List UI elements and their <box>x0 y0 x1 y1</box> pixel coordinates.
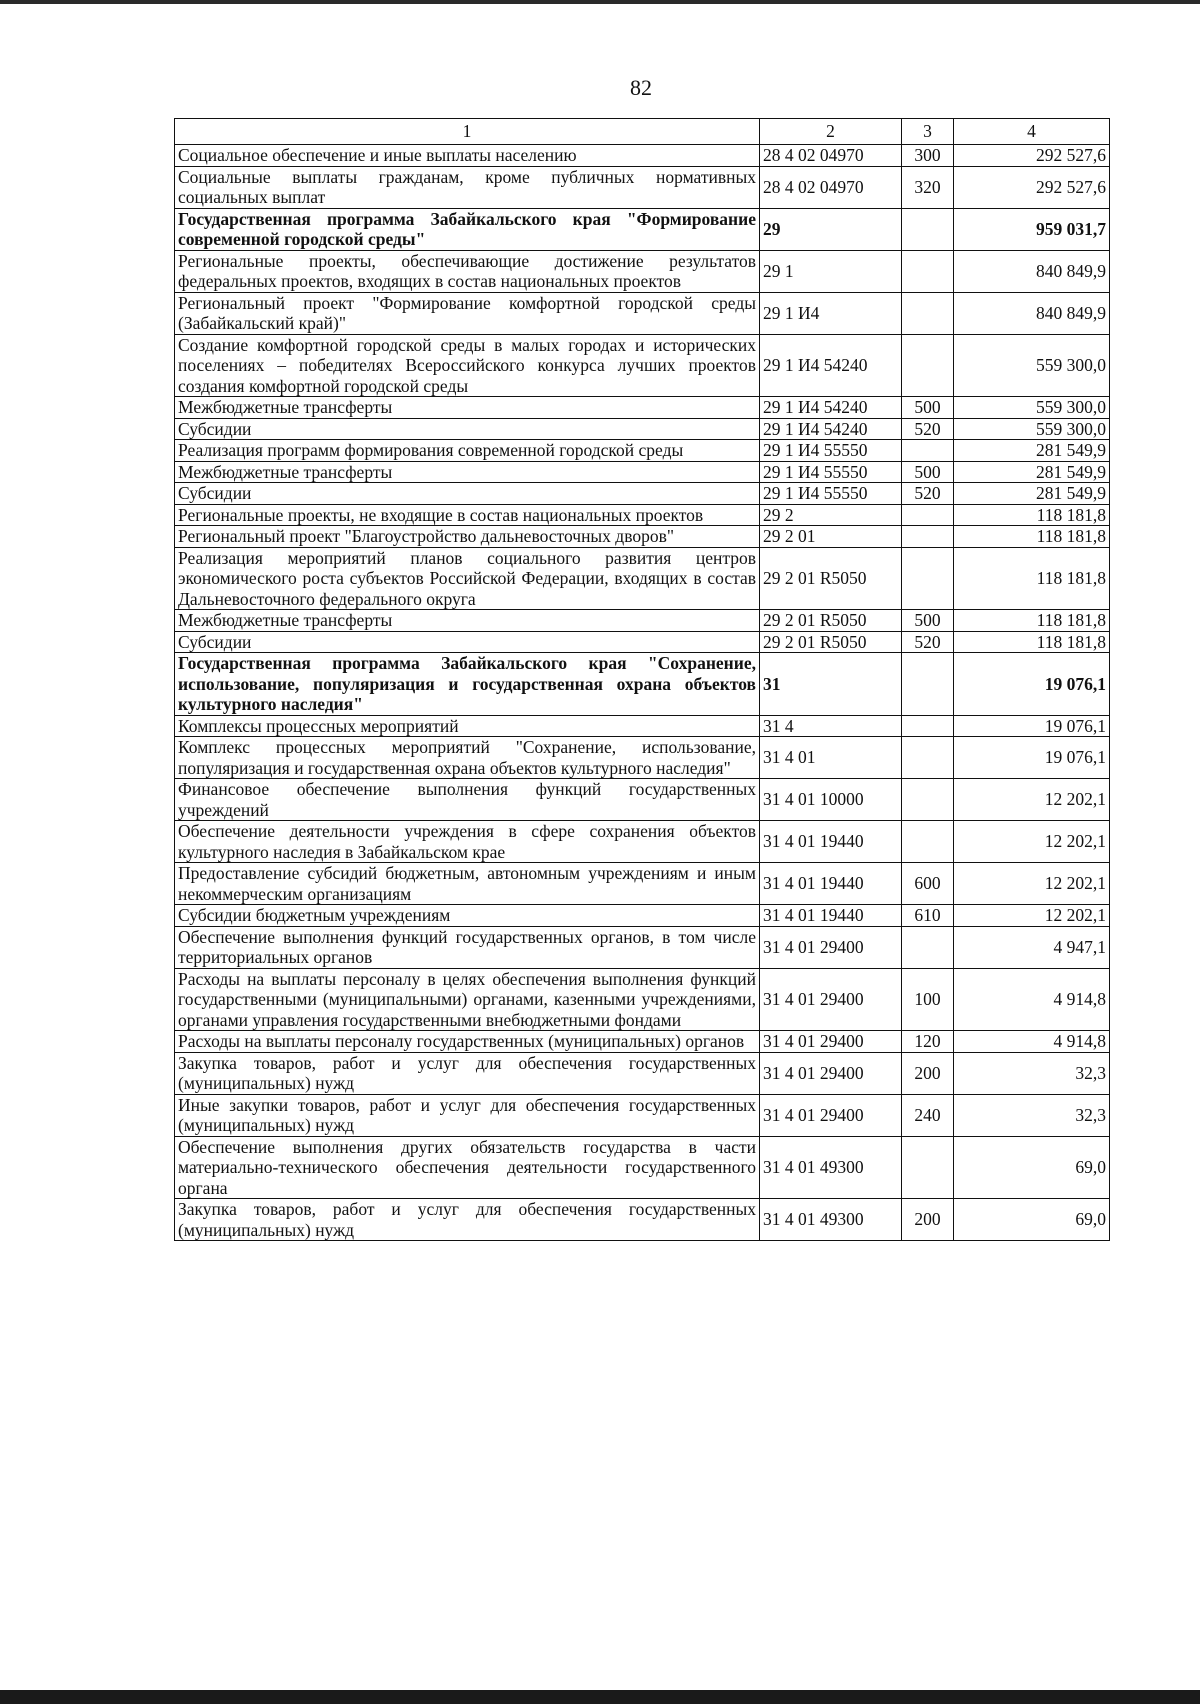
header-col-2: 2 <box>760 119 902 145</box>
row-expense-type <box>902 926 954 968</box>
row-expense-type: 610 <box>902 905 954 927</box>
row-name: Региональный проект "Формирование комфортной городской среды (Забайкальский край)" <box>175 292 760 334</box>
row-expense-type: 520 <box>902 631 954 653</box>
row-expense-type: 500 <box>902 610 954 632</box>
row-name: Субсидии <box>175 483 760 505</box>
table-row <box>175 905 1110 927</box>
table-row <box>175 547 1110 610</box>
row-name: Обеспечение выполнения других обязательств государства в части материально-технического обеспечения деятельности государственного органа <box>175 1136 760 1199</box>
row-code: 29 2 01 <box>760 526 902 548</box>
row-name: Расходы на выплаты персоналу в целях обеспечения выполнения функций государственными (муниципальными) органами, казенными учреждениями, органами управления государственными внебюджетными фондами <box>175 968 760 1031</box>
row-code: 29 1 И4 54240 <box>760 334 902 397</box>
row-code: 31 4 01 29400 <box>760 1031 902 1053</box>
row-code: 31 4 01 19440 <box>760 821 902 863</box>
row-expense-type <box>902 547 954 610</box>
row-amount: 4 914,8 <box>954 968 1110 1031</box>
row-expense-type <box>902 779 954 821</box>
row-amount: 118 181,8 <box>954 504 1110 526</box>
table-row <box>175 504 1110 526</box>
row-expense-type <box>902 1136 954 1199</box>
row-name: Комплексы процессных мероприятий <box>175 715 760 737</box>
row-amount: 118 181,8 <box>954 631 1110 653</box>
row-name: Субсидии <box>175 418 760 440</box>
row-amount: 4 914,8 <box>954 1031 1110 1053</box>
table-row <box>175 779 1110 821</box>
row-code: 31 4 01 29400 <box>760 926 902 968</box>
row-expense-type <box>902 653 954 716</box>
table-row <box>175 292 1110 334</box>
header-col-1: 1 <box>175 119 760 145</box>
row-amount: 12 202,1 <box>954 905 1110 927</box>
row-code: 31 <box>760 653 902 716</box>
row-amount: 292 527,6 <box>954 166 1110 208</box>
row-code: 29 1 И4 54240 <box>760 418 902 440</box>
table-row <box>175 863 1110 905</box>
table-header-row <box>175 119 1110 145</box>
row-expense-type: 120 <box>902 1031 954 1053</box>
row-code: 28 4 02 04970 <box>760 145 902 167</box>
row-amount: 959 031,7 <box>954 208 1110 250</box>
row-amount: 32,3 <box>954 1094 1110 1136</box>
row-code: 29 2 01 R5050 <box>760 631 902 653</box>
row-code: 29 <box>760 208 902 250</box>
table-row <box>175 526 1110 548</box>
row-code: 31 4 01 29400 <box>760 1052 902 1094</box>
row-amount: 559 300,0 <box>954 397 1110 419</box>
row-amount: 559 300,0 <box>954 418 1110 440</box>
row-name: Закупка товаров, работ и услуг для обеспечения государственных (муниципальных) нужд <box>175 1052 760 1094</box>
row-expense-type: 100 <box>902 968 954 1031</box>
scan-bottom-edge <box>0 1690 1200 1704</box>
row-amount: 559 300,0 <box>954 334 1110 397</box>
row-expense-type <box>902 715 954 737</box>
table-row <box>175 440 1110 462</box>
row-expense-type <box>902 292 954 334</box>
row-code: 29 1 И4 55550 <box>760 440 902 462</box>
table-row <box>175 250 1110 292</box>
header-col-4: 4 <box>954 119 1110 145</box>
table-row <box>175 1199 1110 1241</box>
row-name: Расходы на выплаты персоналу государственных (муниципальных) органов <box>175 1031 760 1053</box>
row-expense-type <box>902 526 954 548</box>
row-code: 31 4 01 19440 <box>760 863 902 905</box>
row-name: Межбюджетные трансферты <box>175 461 760 483</box>
row-code: 31 4 01 49300 <box>760 1199 902 1241</box>
row-expense-type: 200 <box>902 1052 954 1094</box>
row-name: Межбюджетные трансферты <box>175 610 760 632</box>
row-expense-type <box>902 504 954 526</box>
row-name: Предоставление субсидий бюджетным, автономным учреждениям и иным некоммерческим организациям <box>175 863 760 905</box>
row-code: 31 4 01 29400 <box>760 968 902 1031</box>
table-row <box>175 1094 1110 1136</box>
table-row <box>175 715 1110 737</box>
row-amount: 12 202,1 <box>954 821 1110 863</box>
table-row <box>175 1136 1110 1199</box>
row-code: 29 2 01 R5050 <box>760 610 902 632</box>
page-number: 82 <box>630 75 652 100</box>
row-amount: 19 076,1 <box>954 737 1110 779</box>
row-amount: 12 202,1 <box>954 779 1110 821</box>
row-expense-type: 500 <box>902 461 954 483</box>
row-name: Субсидии бюджетным учреждениям <box>175 905 760 927</box>
row-name: Обеспечение выполнения функций государственных органов, в том числе территориальных органов <box>175 926 760 968</box>
row-amount: 32,3 <box>954 1052 1110 1094</box>
table-row <box>175 208 1110 250</box>
row-amount: 12 202,1 <box>954 863 1110 905</box>
row-expense-type <box>902 208 954 250</box>
table-row <box>175 821 1110 863</box>
row-name: Реализация мероприятий планов социального развития центров экономического роста субъектов Российской Федерации, входящих в состав Дальневосточного федерального округа <box>175 547 760 610</box>
row-amount: 19 076,1 <box>954 715 1110 737</box>
row-amount: 69,0 <box>954 1136 1110 1199</box>
row-expense-type: 200 <box>902 1199 954 1241</box>
table-row <box>175 631 1110 653</box>
row-name: Региональные проекты, обеспечивающие достижение результатов федеральных проектов, входящих в состав национальных проектов <box>175 250 760 292</box>
row-code: 31 4 01 49300 <box>760 1136 902 1199</box>
row-name: Социальные выплаты гражданам, кроме публичных нормативных социальных выплат <box>175 166 760 208</box>
row-expense-type: 240 <box>902 1094 954 1136</box>
row-amount: 281 549,9 <box>954 440 1110 462</box>
table-row <box>175 610 1110 632</box>
row-amount: 292 527,6 <box>954 145 1110 167</box>
row-expense-type: 500 <box>902 397 954 419</box>
row-amount: 281 549,9 <box>954 483 1110 505</box>
row-name: Государственная программа Забайкальского края "Сохранение, использование, популяризация и государственная охрана объектов культурного наследия" <box>175 653 760 716</box>
row-name: Комплекс процессных мероприятий "Сохранение, использование, популяризация и государственная охрана объектов культурного наследия" <box>175 737 760 779</box>
row-amount: 4 947,1 <box>954 926 1110 968</box>
table-row <box>175 653 1110 716</box>
row-code: 29 1 И4 55550 <box>760 483 902 505</box>
row-name: Региональные проекты, не входящие в состав национальных проектов <box>175 504 760 526</box>
row-code: 29 1 И4 <box>760 292 902 334</box>
table-row <box>175 483 1110 505</box>
table-row <box>175 737 1110 779</box>
row-expense-type: 320 <box>902 166 954 208</box>
row-expense-type <box>902 737 954 779</box>
table-row <box>175 461 1110 483</box>
row-expense-type <box>902 440 954 462</box>
table-row <box>175 145 1110 167</box>
row-expense-type <box>902 250 954 292</box>
row-amount: 118 181,8 <box>954 610 1110 632</box>
row-name: Создание комфортной городской среды в малых городах и исторических поселениях – победителях Всероссийского конкурса лучших проектов создания комфортной городской среды <box>175 334 760 397</box>
row-name: Субсидии <box>175 631 760 653</box>
row-expense-type <box>902 334 954 397</box>
row-code: 31 4 01 29400 <box>760 1094 902 1136</box>
table-row <box>175 1031 1110 1053</box>
row-name: Региональный проект "Благоустройство дальневосточных дворов" <box>175 526 760 548</box>
row-name: Социальное обеспечение и иные выплаты населению <box>175 145 760 167</box>
row-amount: 281 549,9 <box>954 461 1110 483</box>
row-amount: 118 181,8 <box>954 526 1110 548</box>
row-code: 29 2 01 R5050 <box>760 547 902 610</box>
row-code: 29 1 <box>760 250 902 292</box>
row-code: 28 4 02 04970 <box>760 166 902 208</box>
row-amount: 840 849,9 <box>954 292 1110 334</box>
row-code: 29 2 <box>760 504 902 526</box>
header-col-3: 3 <box>902 119 954 145</box>
row-name: Государственная программа Забайкальского края "Формирование современной городской среды" <box>175 208 760 250</box>
table-row <box>175 397 1110 419</box>
scan-top-edge <box>0 0 1200 4</box>
budget-table-body <box>175 119 1110 1241</box>
row-name: Межбюджетные трансферты <box>175 397 760 419</box>
row-code: 29 1 И4 54240 <box>760 397 902 419</box>
row-name: Обеспечение деятельности учреждения в сфере сохранения объектов культурного наследия в Забайкальском крае <box>175 821 760 863</box>
row-expense-type: 520 <box>902 483 954 505</box>
row-expense-type: 520 <box>902 418 954 440</box>
table-row <box>175 1052 1110 1094</box>
table-row <box>175 968 1110 1031</box>
row-code: 31 4 01 19440 <box>760 905 902 927</box>
row-code: 31 4 <box>760 715 902 737</box>
row-amount: 69,0 <box>954 1199 1110 1241</box>
row-code: 31 4 01 10000 <box>760 779 902 821</box>
row-name: Реализация программ формирования современной городской среды <box>175 440 760 462</box>
table-row <box>175 418 1110 440</box>
table-row <box>175 926 1110 968</box>
row-name: Иные закупки товаров, работ и услуг для обеспечения государственных (муниципальных) нужд <box>175 1094 760 1136</box>
row-amount: 840 849,9 <box>954 250 1110 292</box>
row-name: Закупка товаров, работ и услуг для обеспечения государственных (муниципальных) нужд <box>175 1199 760 1241</box>
budget-table <box>174 118 1110 1241</box>
row-name: Финансовое обеспечение выполнения функций государственных учреждений <box>175 779 760 821</box>
row-expense-type: 300 <box>902 145 954 167</box>
row-code: 31 4 01 <box>760 737 902 779</box>
row-code: 29 1 И4 55550 <box>760 461 902 483</box>
row-amount: 19 076,1 <box>954 653 1110 716</box>
table-row <box>175 166 1110 208</box>
row-amount: 118 181,8 <box>954 547 1110 610</box>
row-expense-type <box>902 821 954 863</box>
row-expense-type: 600 <box>902 863 954 905</box>
table-row <box>175 334 1110 397</box>
